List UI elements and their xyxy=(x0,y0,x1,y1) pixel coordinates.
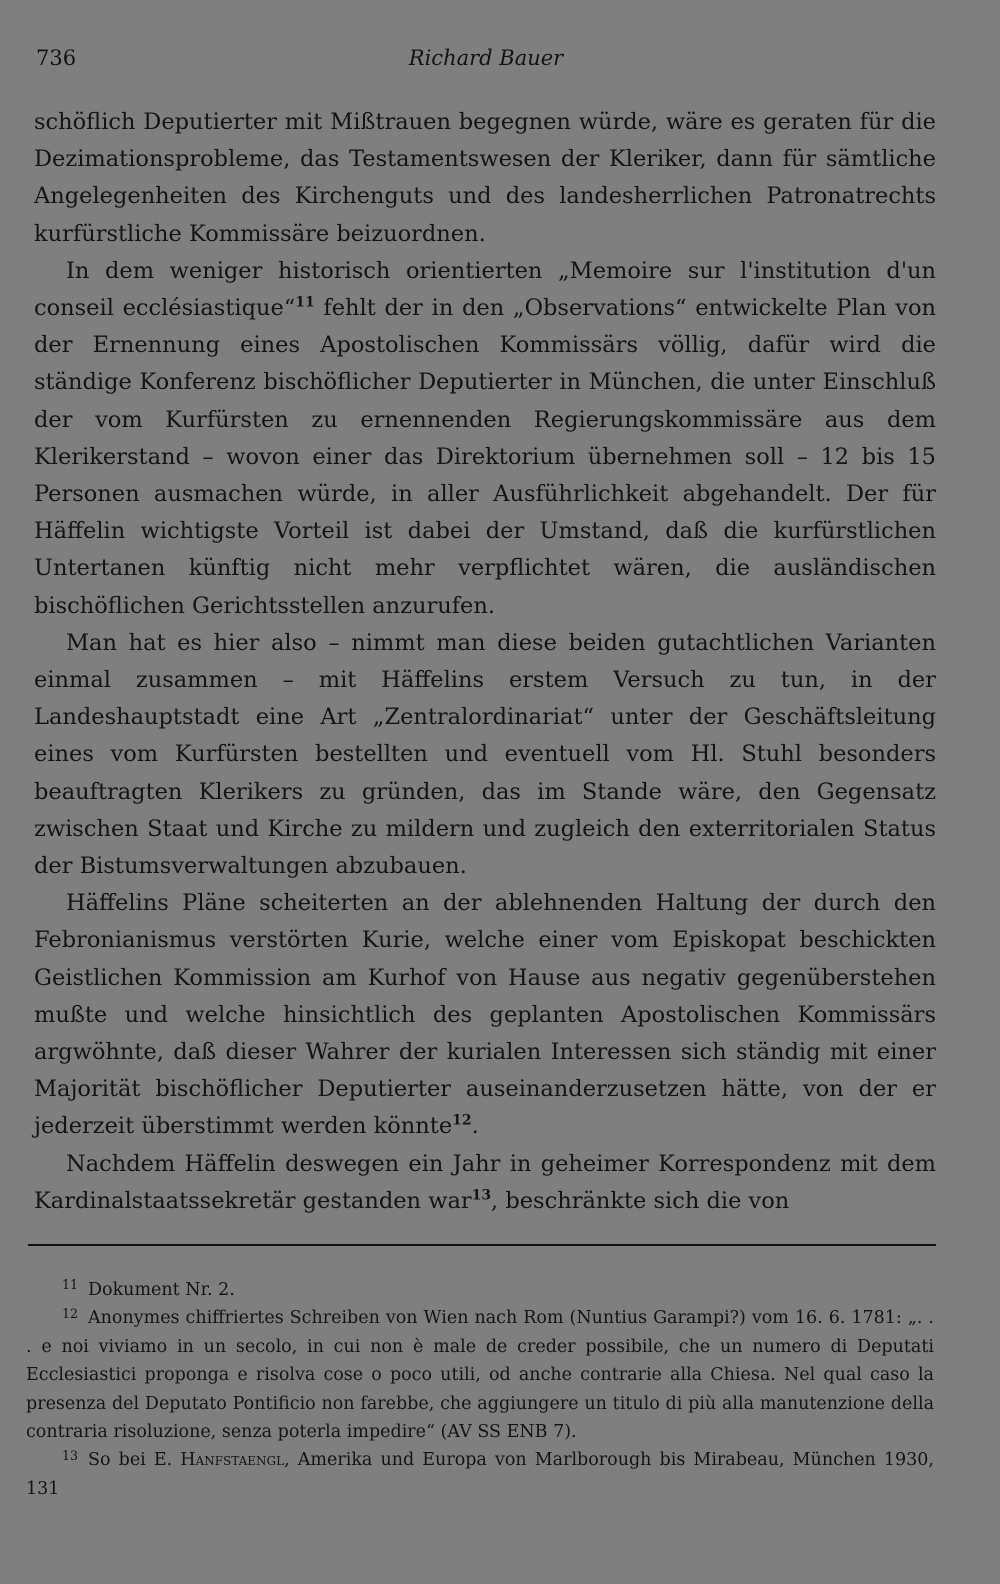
footnote-13: 13 So bei E. Hanfstaengl, Amerika und Europa von Marlborough bis Mirabeau, München 1930, 131 xyxy=(26,1447,934,1499)
paragraph-5-text-b: , beschränkte sich die von xyxy=(491,1187,790,1214)
footnote-text-prefix: So bei E. xyxy=(88,1450,181,1471)
footnote-ref-12[interactable]: 12 xyxy=(452,1112,472,1129)
footnotes xyxy=(26,1276,934,1503)
paragraph-1: schöflich Deputierter mit Mißtrauen begegnen würde, wäre es geraten für die Dezimationsprobleme, das Testamentswesen der Kleriker, dann für sämtliche Angelegenheiten des Kirchenguts und des landesherrlichen Patronatrechts kurfürstliche Kommissäre beizuordnen. xyxy=(34,109,936,247)
body-text xyxy=(34,104,936,1220)
paragraph-5 xyxy=(34,1146,936,1220)
paragraph-2-text-b: fehlt der in den „Observations“ entwickelte Plan von der Ernennung eines Apostolischen Kommissärs völlig, dafür wird die ständige Konferenz bischöflicher Deputierter in München, die unter Einschluß der vom Kurfürsten zu ernennenden Regierungskommissäre aus dem Klerikerstand – wovon einer das Direktorium übernehmen soll – 12 bis 15 Personen ausmachen würde, in aller Ausführlichkeit abgehandelt. Der für Häffelin wichtigste Vorteil ist dabei der Umstand, daß die kurfürstlichen Untertanen künftig nicht mehr verpflichtet wären, die ausländischen bischöflichen Gerichtsstellen anzurufen. xyxy=(34,295,936,619)
footnote-text: Dokument Nr. 2. xyxy=(88,1280,235,1300)
footnote-ref-13[interactable]: 13 xyxy=(471,1187,492,1204)
footnote-text-suffix: , Amerika und Europa von Marlborough bis Mirabeau, München 1930, 131 xyxy=(26,1450,934,1499)
paragraph-4-text-a: Häffelins Pläne scheiterten an der ablehnenden Haltung der durch den Febronianismus verstörten Kurie, welche einer vom Episkopat beschickten Geistlichen Kommission am Kurhof von Hause aus negativ gegenüberstehen mußte und welche hinsichtlich des geplanten Apostolischen Kommissärs argwöhnte, daß dieser Wahrer der kurialen Interessen sich ständig mit einer Majorität bischöflicher Deputierter auseinanderzusetzen hätte, von der er jederzeit überstimmt werden könnte xyxy=(34,890,936,1140)
footnote-divider xyxy=(28,1244,936,1246)
paragraph-4 xyxy=(34,885,936,1145)
paragraph-3: Man hat es hier also – nimmt man diese beiden gutachtlichen Varianten einmal zusammen – mit Häffelins erstem Versuch zu tun, in der Landeshauptstadt eine Art „Zentralordinariat“ unter der Geschäftsleitung eines vom Kurfürsten bestellten und eventuell vom Hl. Stuhl besonders beauftragten Klerikers zu gründen, das im Stande wäre, den Gegensatz zwischen Staat und Kirche zu mildern und zugleich den exterritorialen Status der Bistumsverwaltungen abzubauen. xyxy=(34,629,936,880)
footnote-text: Anonymes chiffriertes Schreiben von Wien nach Rom (Nuntius Garampi?) vom 16. 6. 1781: „. . . e noi viviamo in un secolo, in cui non è male de creder possibile, che un numero di Deputati Ecclesiastici proponga e risolva cose o poco utili, od anche contrarie alla Chiesa. Nel qual caso la presenza del Deputato Pontificio non farebbe, che aggiungere un titulo di più alla manutenzione della contraria risoluzione, senza poterla impedire“ (AV SS ENB 7). xyxy=(26,1308,934,1443)
paragraph-2 xyxy=(34,253,936,625)
footnote-12: 12 Anonymes chiffriertes Schreiben von Wien nach Rom (Nuntius Garampi?) vom 16. 6. 1781: „. . . e noi viviamo in un secolo, in cui non è male de creder possibile, che un numero di Deputati Ecclesiastici proponga e risolva cose o poco utili, od anche contrarie alla Chiesa. Nel qual caso la presenza del Deputato Pontificio non farebbe, che aggiungere un titulo di più alla manutenzione della contraria risoluzione, senza poterla impedire“ (AV SS ENB 7). xyxy=(26,1305,934,1443)
page-header xyxy=(36,46,936,76)
footnote-ref-11[interactable]: 11 xyxy=(295,294,315,311)
page-number: 736 xyxy=(36,46,77,70)
paragraph-5-text-a: Nachdem Häffelin deswegen ein Jahr in geheimer Korrespondenz mit dem Kardinalstaatssekretär gestanden war xyxy=(34,1150,936,1214)
paragraph-4-text-b: . xyxy=(471,1113,479,1140)
footnote-author: Hanfstaengl xyxy=(180,1450,285,1471)
paragraph-2-text-a: In dem weniger historisch orientierten „Memoire sur l'institution d'un conseil ecclésiastique“ xyxy=(34,257,936,322)
footnote-11: 11 Dokument Nr. 2. xyxy=(61,1277,235,1300)
running-head: Richard Bauer xyxy=(408,46,564,70)
